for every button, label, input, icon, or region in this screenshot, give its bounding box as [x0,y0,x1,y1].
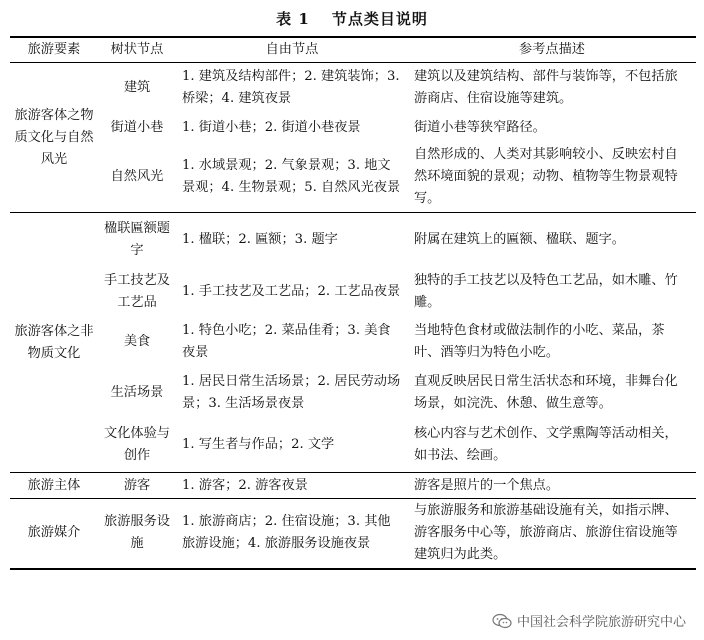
category-cell: 旅游主体 [27,477,81,493]
tree-node-cell: 街道小巷 [110,119,164,135]
table-row [10,317,696,367]
table-row [10,473,696,499]
tree-node-cell: 文化体验与创作 [104,426,170,464]
description-cell: 游客是照片的一个焦点。 [414,477,560,493]
free-node-cell: 1. 居民日常生活场景；2. 居民劳动场景；3. 生活场景夜景 [182,373,401,411]
description-cell: 直观反映居民日常生活状态和环境，非舞台化场景，如浣洗、休憩、做生意等。 [414,373,678,411]
caption-title: 节点类目说明 [331,10,428,28]
header-tree-node: 树状节点 [110,42,164,57]
free-node-cell: 1. 写生者与作品；2. 文学 [182,437,335,453]
free-node-cell: 1. 楹联；2. 匾额；3. 题字 [182,231,338,247]
tree-node-cell: 楹联匾额题字 [104,220,170,258]
group-tourism-subject [10,473,696,499]
free-node-cell: 1. 建筑及结构部件；2. 建筑装饰；3. 桥梁；4. 建筑夜景 [182,68,400,106]
table-caption [0,8,704,29]
description-cell: 核心内容与艺术创作、文学熏陶等活动相关，如书法、绘画。 [414,426,678,464]
free-node-cell: 1. 旅游商店；2. 住宿设施；3. 其他旅游设施；4. 旅游服务设施夜景 [182,514,391,552]
header-free-node: 自由节点 [265,42,319,57]
tree-node-cell: 美食 [123,333,151,349]
tree-node-cell: 建筑 [123,79,151,95]
tree-node-cell: 手工技艺及工艺品 [104,272,170,310]
wechat-icon [492,613,512,629]
group-tourism-media [10,499,696,569]
watermark [492,611,686,630]
group-intangible-culture [10,213,696,473]
description-cell: 独特的手工技艺以及特色工艺品，如木雕、竹雕。 [414,272,678,310]
tree-node-cell: 旅游服务设施 [104,514,170,552]
description-cell: 当地特色食材或做法制作的小吃、菜品，茶叶、酒等归为特色小吃。 [414,322,665,360]
description-cell: 街道小巷等狭窄路径。 [414,119,546,135]
node-category-table [10,36,696,570]
free-node-cell: 1. 街道小巷；2. 街道小巷夜景 [182,119,361,135]
caption-number: 表 1 [276,10,310,28]
header-tourism-element: 旅游要素 [27,42,81,57]
table-row [10,499,696,569]
category-cell: 旅游媒介 [27,525,81,541]
table-row [10,419,696,473]
tree-node-cell: 生活场景 [110,384,164,400]
table-header [10,37,696,63]
header-reference-description: 参考点描述 [519,42,585,57]
free-node-cell: 1. 游客；2. 游客夜景 [182,477,308,493]
table-row [10,63,696,113]
table-row [10,267,696,317]
description-cell: 建筑以及建筑结构、部件与装饰等，不包括旅游商店、住宿设施等建筑。 [414,68,678,106]
table-row [10,213,696,267]
description-cell: 附属在建筑上的匾额、楹联、题字。 [414,231,625,247]
table-row [10,113,696,143]
table-row [10,143,696,213]
description-cell: 自然形成的、人类对其影响较小、反映宏村自然环境面貌的景观；动物、植物等生物景观特写。 [414,147,678,207]
category-cell: 旅游客体之物质文化与自然风光 [14,107,94,167]
category-cell: 旅游客体之非物质文化 [14,323,94,361]
free-node-cell: 1. 特色小吃；2. 菜品佳肴；3. 美食夜景 [182,322,391,360]
tree-node-cell: 自然风光 [110,169,164,185]
watermark-text: 中国社会科学院旅游研究中心 [516,615,686,630]
free-node-cell: 1. 手工技艺及工艺品；2. 工艺品夜景 [182,283,401,299]
group-material-culture [10,63,696,213]
description-cell: 与旅游服务和旅游基础设施有关，如指示牌、游客服务中心等，旅游商店、旅游住宿设施等建筑归为此类。 [414,503,678,563]
tree-node-cell: 游客 [123,477,151,493]
free-node-cell: 1. 水域景观；2. 气象景观；3. 地文景观；4. 生物景观；5. 自然风光夜景 [182,158,401,196]
table-row [10,367,696,419]
